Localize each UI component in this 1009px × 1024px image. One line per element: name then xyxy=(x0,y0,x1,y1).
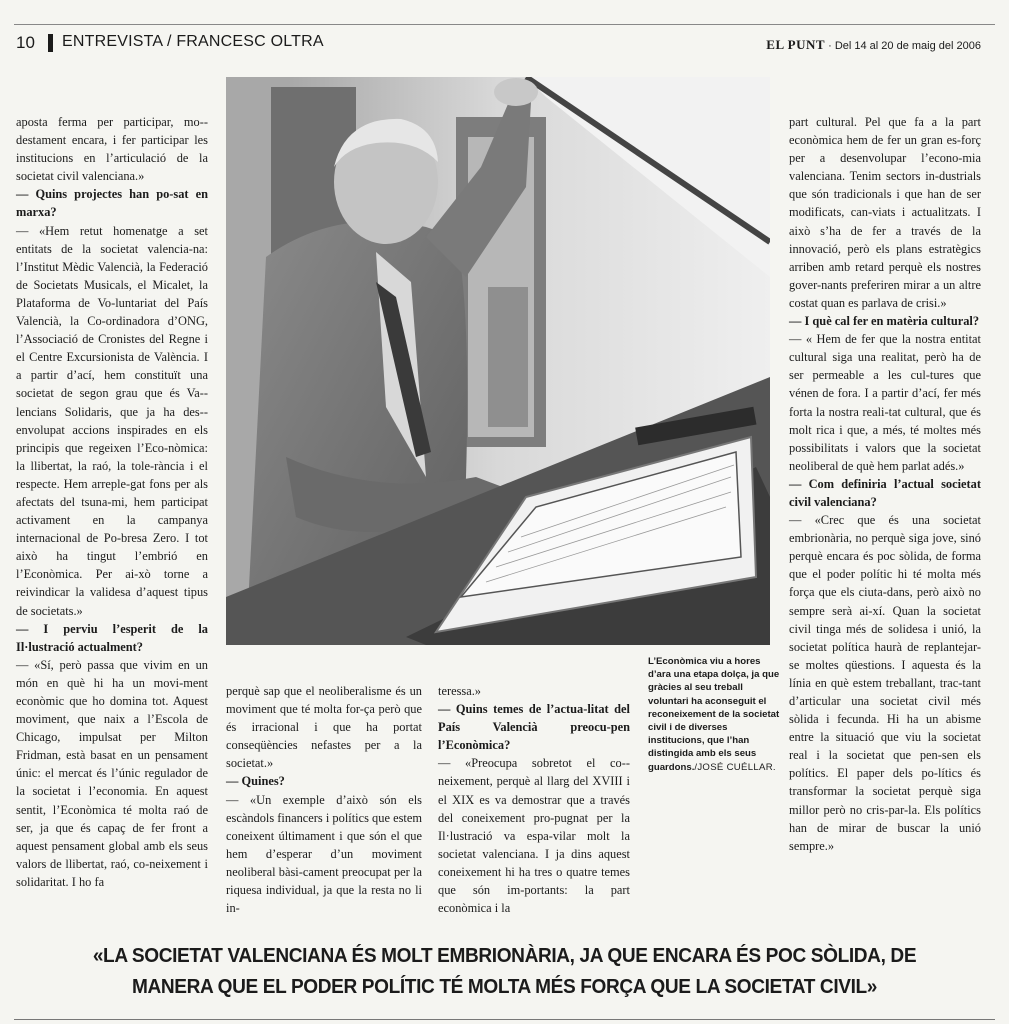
pull-quote-line: «LA SOCIETAT VALENCIANA ÉS MOLT EMBRIONÀRIA, JA QUE ENCARA ÉS POC SÒLIDA, DE xyxy=(92,944,917,967)
paragraph: part cultural. Pel que fa a la part econòmica hem de fer un gran es-forç per a desenvolupar l’econo-mia valenciana. Tenim sectors in-dustrials que són tradicionals i que han de ser modificats, can-viats i actualitzats. I això s’ha de fer a través de la innovació, però els plans estratègics arriben amb retard perquè els nostres gover-nants preferiren mirar a un altre costat quan es parlava de crisi.» xyxy=(789,115,981,310)
interview-question: — Com definiria l’actual societat civil valenciana? xyxy=(789,476,981,509)
header-divider-bar xyxy=(48,34,53,52)
top-rule xyxy=(14,24,995,25)
paragraph: — « Hem de fer que la nostra entitat cultural siga una realitat, però ha de ser permeable a les cul-tures que vénen de fora. I a partir d’ací, fer més forta la nostra reali-tat cultural, que és molt rica i que, a més, té moltes més possibilitats i valors que la societat neoliberal de què hem parlat adés.» xyxy=(789,332,981,473)
photo-credit: /JOSÉ CUÉLLAR. xyxy=(694,761,776,773)
masthead xyxy=(766,37,981,53)
page-header xyxy=(16,32,993,56)
interview-question: — I perviu l’esperit de la Il·lustració actualment? xyxy=(16,621,208,654)
interview-question: — I què cal fer en matèria cultural? xyxy=(789,314,980,329)
photo-illustration xyxy=(226,77,770,645)
publication-name: EL PUNT xyxy=(766,37,826,52)
paragraph: — «Sí, però passa que vivim en un món en què hi ha un movi-ment econòmic que ho domina tot. Aquest moviment, que naix a l’Escola de Chicago, impulsat per Milton Fridman, està basat en un pensament únic: el mercat és l’únic regulador de la societat i l’economia. En aquest sentit, l’Econòmica té molta raó de ser, ja que és capaç de fer front a aquest pensament global amb els seus valors de llibertat, raó, co-neixement i solidaritat. I ho fa xyxy=(16,657,208,889)
issue-date: · Del 14 al 20 de maig del 2006 xyxy=(828,40,981,52)
pull-quote-line: MANERA QUE EL PODER POLÍTIC TÉ MOLTA MÉS FORÇA QUE LA SOCIETAT CIVIL» xyxy=(131,975,878,998)
caption-text: L’Econòmica viu a hores d’ara una etapa dolça, ja que gràcies al seu treball voluntari ha aconseguit el reconeixement de la societat civil i de diverses institucions, que l’han distingida amb els seus guardons. xyxy=(648,656,780,773)
paragraph: — «Crec que és una societat embrionària, no perquè siga jove, sinó perquè encara és poc sòlida, de forma que el poder polític hi té molta més força que els ciuta-dans, però això no sempre serà ai-xí. Quan la societat civil tinga més de solidesa i unió, la societat política haurà de replantejar-se moltes qüestions. I aquesta és la línia en què estem treballant, trac-tant d’articular una societat civil més sòlida i fecunda. Hi ha un abisme entre la situació que viu la societat real i la societat que pen-sen els polítics. El paper dels po-lítics és transformar la societat perquè siga millor però no cris-par-la. Els polítics han de mirar de buscar la unió sempre.» xyxy=(789,513,981,853)
page-number: 10 xyxy=(16,33,35,52)
interview-question: — Quines? xyxy=(226,774,285,789)
interview-question: — Quins projectes han po-sat en marxa? xyxy=(16,187,208,220)
photo-caption xyxy=(648,655,784,774)
section-title: ENTREVISTA / FRANCESC OLTRA xyxy=(62,33,324,50)
paragraph: perquè sap que el neoliberalisme és un moviment que té molta for-ça però que és irracional i que ha portat conseqüències nefastes per a la societat.» xyxy=(226,684,422,771)
pull-quote xyxy=(54,940,955,1002)
paragraph: — «Hem retut homenatge a set entitats de la societat valencia-na: l’Institut Mèdic Valencià, la Federació de Societats Musicals, el Micalet, la Plataforma de Vo-luntariat del País Valencià, la Co-ordinadora d’ONG, l’Associació de Cronistes del Regne i el Centre Excursionista de València. I a partir d’ací, hem constituït una societat de segon grau que és Va-lencians Solidaris, que ja ha des-envolupat accions inspirades en els principis que regeixen l’Eco-nòmica: la llibertat, la raó, la tole-rància i el respecte. Hem arreple-gat fons per als afectats del tsuna-mi, hem participat activament en la campanya internacional de Po-bresa Zero. I tot això ha tingut l’embrió en l’Econòmica. Per ai-xò torne a reivindicar la validesa d’aquest tipus de societats.» xyxy=(16,223,208,618)
text-column-4 xyxy=(789,113,981,855)
paragraph: — «Preocupa sobretot el co-neixement, perquè al llarg del XVIII i el XIX es va demostrar que a través del coneixement pro-pugnat per la Il·lustració va espa-vilar molt la societat valenciana. I ja dins aquest coneixement hi ha tres o quatre temes que són im-portants: la part econòmica i la xyxy=(438,756,630,916)
paragraph: — «Un exemple d’això són els escàndols financers i polítics que estem coneixent últimament i que són el que hem d’esperar d’un moviment neoliberal bàsi-cament preocupat per la riquesa individual, ja que la resta no li in- xyxy=(226,792,422,916)
text-column-3 xyxy=(438,682,630,917)
paragraph: aposta ferma per participar, mo-destament encara, i fer participar les institucions en l’articulació de la societat civil valenciana.» xyxy=(16,115,208,184)
bottom-rule xyxy=(14,1019,995,1020)
text-column-1 xyxy=(16,113,208,891)
paragraph: teressa.» xyxy=(438,684,482,698)
interview-question: — Quins temes de l’actua-litat del País Valencià preocu-pen l’Econòmica? xyxy=(438,702,630,753)
interview-photo xyxy=(226,77,770,645)
text-column-2 xyxy=(226,682,422,917)
